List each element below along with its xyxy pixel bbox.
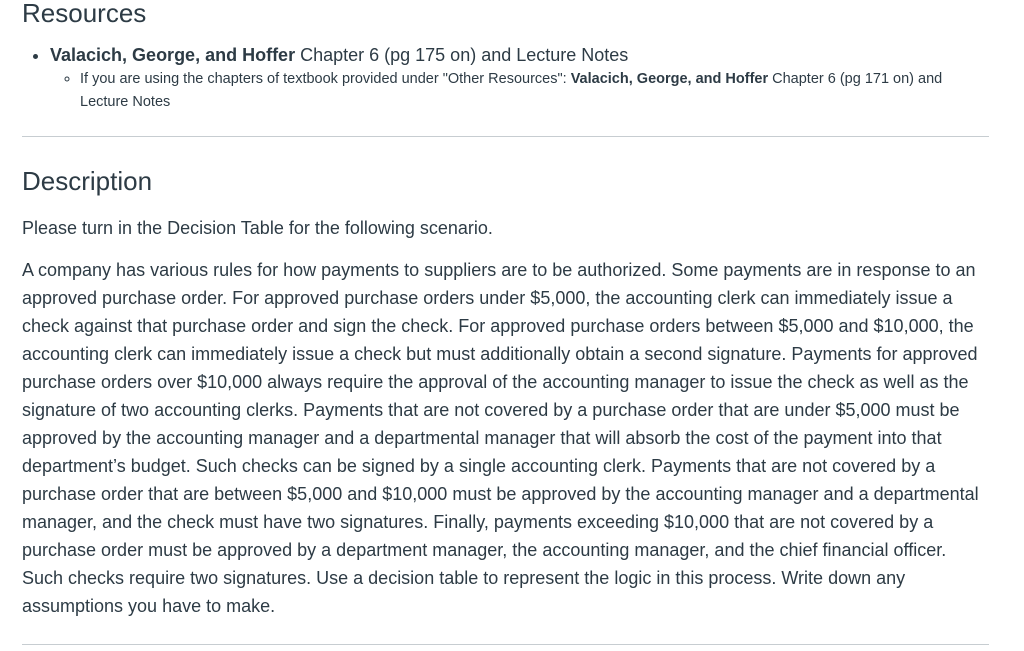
description-intro: Please turn in the Decision Table for the following scenario.: [22, 218, 493, 238]
section-divider-bottom: [22, 644, 989, 645]
resource-subitem-detail: Chapter 6 (pg 171 on) and Lecture Notes: [80, 71, 943, 110]
description-scenario: A company has various rules for how payments to suppliers are to be authorized. Some payments are in response to an approved purchase order. For approved purchase orders under $5,000, the accounting clerk can immediately issue a check against that purchase order and sign the check. For approved purchase orders between $5,000 and $10,000, the accounting clerk can immediately issue a check but must additionally obtain a second signature. Payments for approved purchase orders over $10,000 always require the approval of the accounting manager to issue the check as well as the signature of two accounting clerks. Payments that are not covered by a purchase order that are under $5,000 must be approved by the accounting manager and a departmental manager that will absorb the cost of the payment into that department’s budget. Such checks can be signed by a single accounting clerk. Payments that are not covered by a purchase order that are between $5,000 and $10,000 must be approved by the accounting manager and a departmental manager, and the check must have two signatures. Finally, payments exceeding $10,000 that are not covered by a purchase order must be approved by a department manager, the accounting manager, and the chief financial officer. Such checks require two signatures. Use a decision table to represent the logic in this process. Write down any assumptions you have to make.: [22, 260, 979, 616]
resource-subitem: [80, 68, 989, 114]
description-heading: Description: [22, 166, 153, 196]
resource-subitem-prefix: If you are using the chapters of textbook provided under "Other Resources":: [80, 71, 571, 87]
resources-list: [22, 42, 989, 114]
resource-item: [50, 42, 989, 114]
resource-authors: Valacich, George, and Hoffer: [50, 45, 296, 65]
assignment-content: [22, 0, 989, 645]
section-divider: [22, 136, 989, 137]
resource-subitem-authors: Valacich, George, and Hoffer: [570, 71, 769, 87]
resources-heading: Resources: [22, 0, 147, 28]
resource-detail: Chapter 6 (pg 175 on) and Lecture Notes: [295, 45, 629, 65]
resource-sublist: [50, 68, 989, 114]
